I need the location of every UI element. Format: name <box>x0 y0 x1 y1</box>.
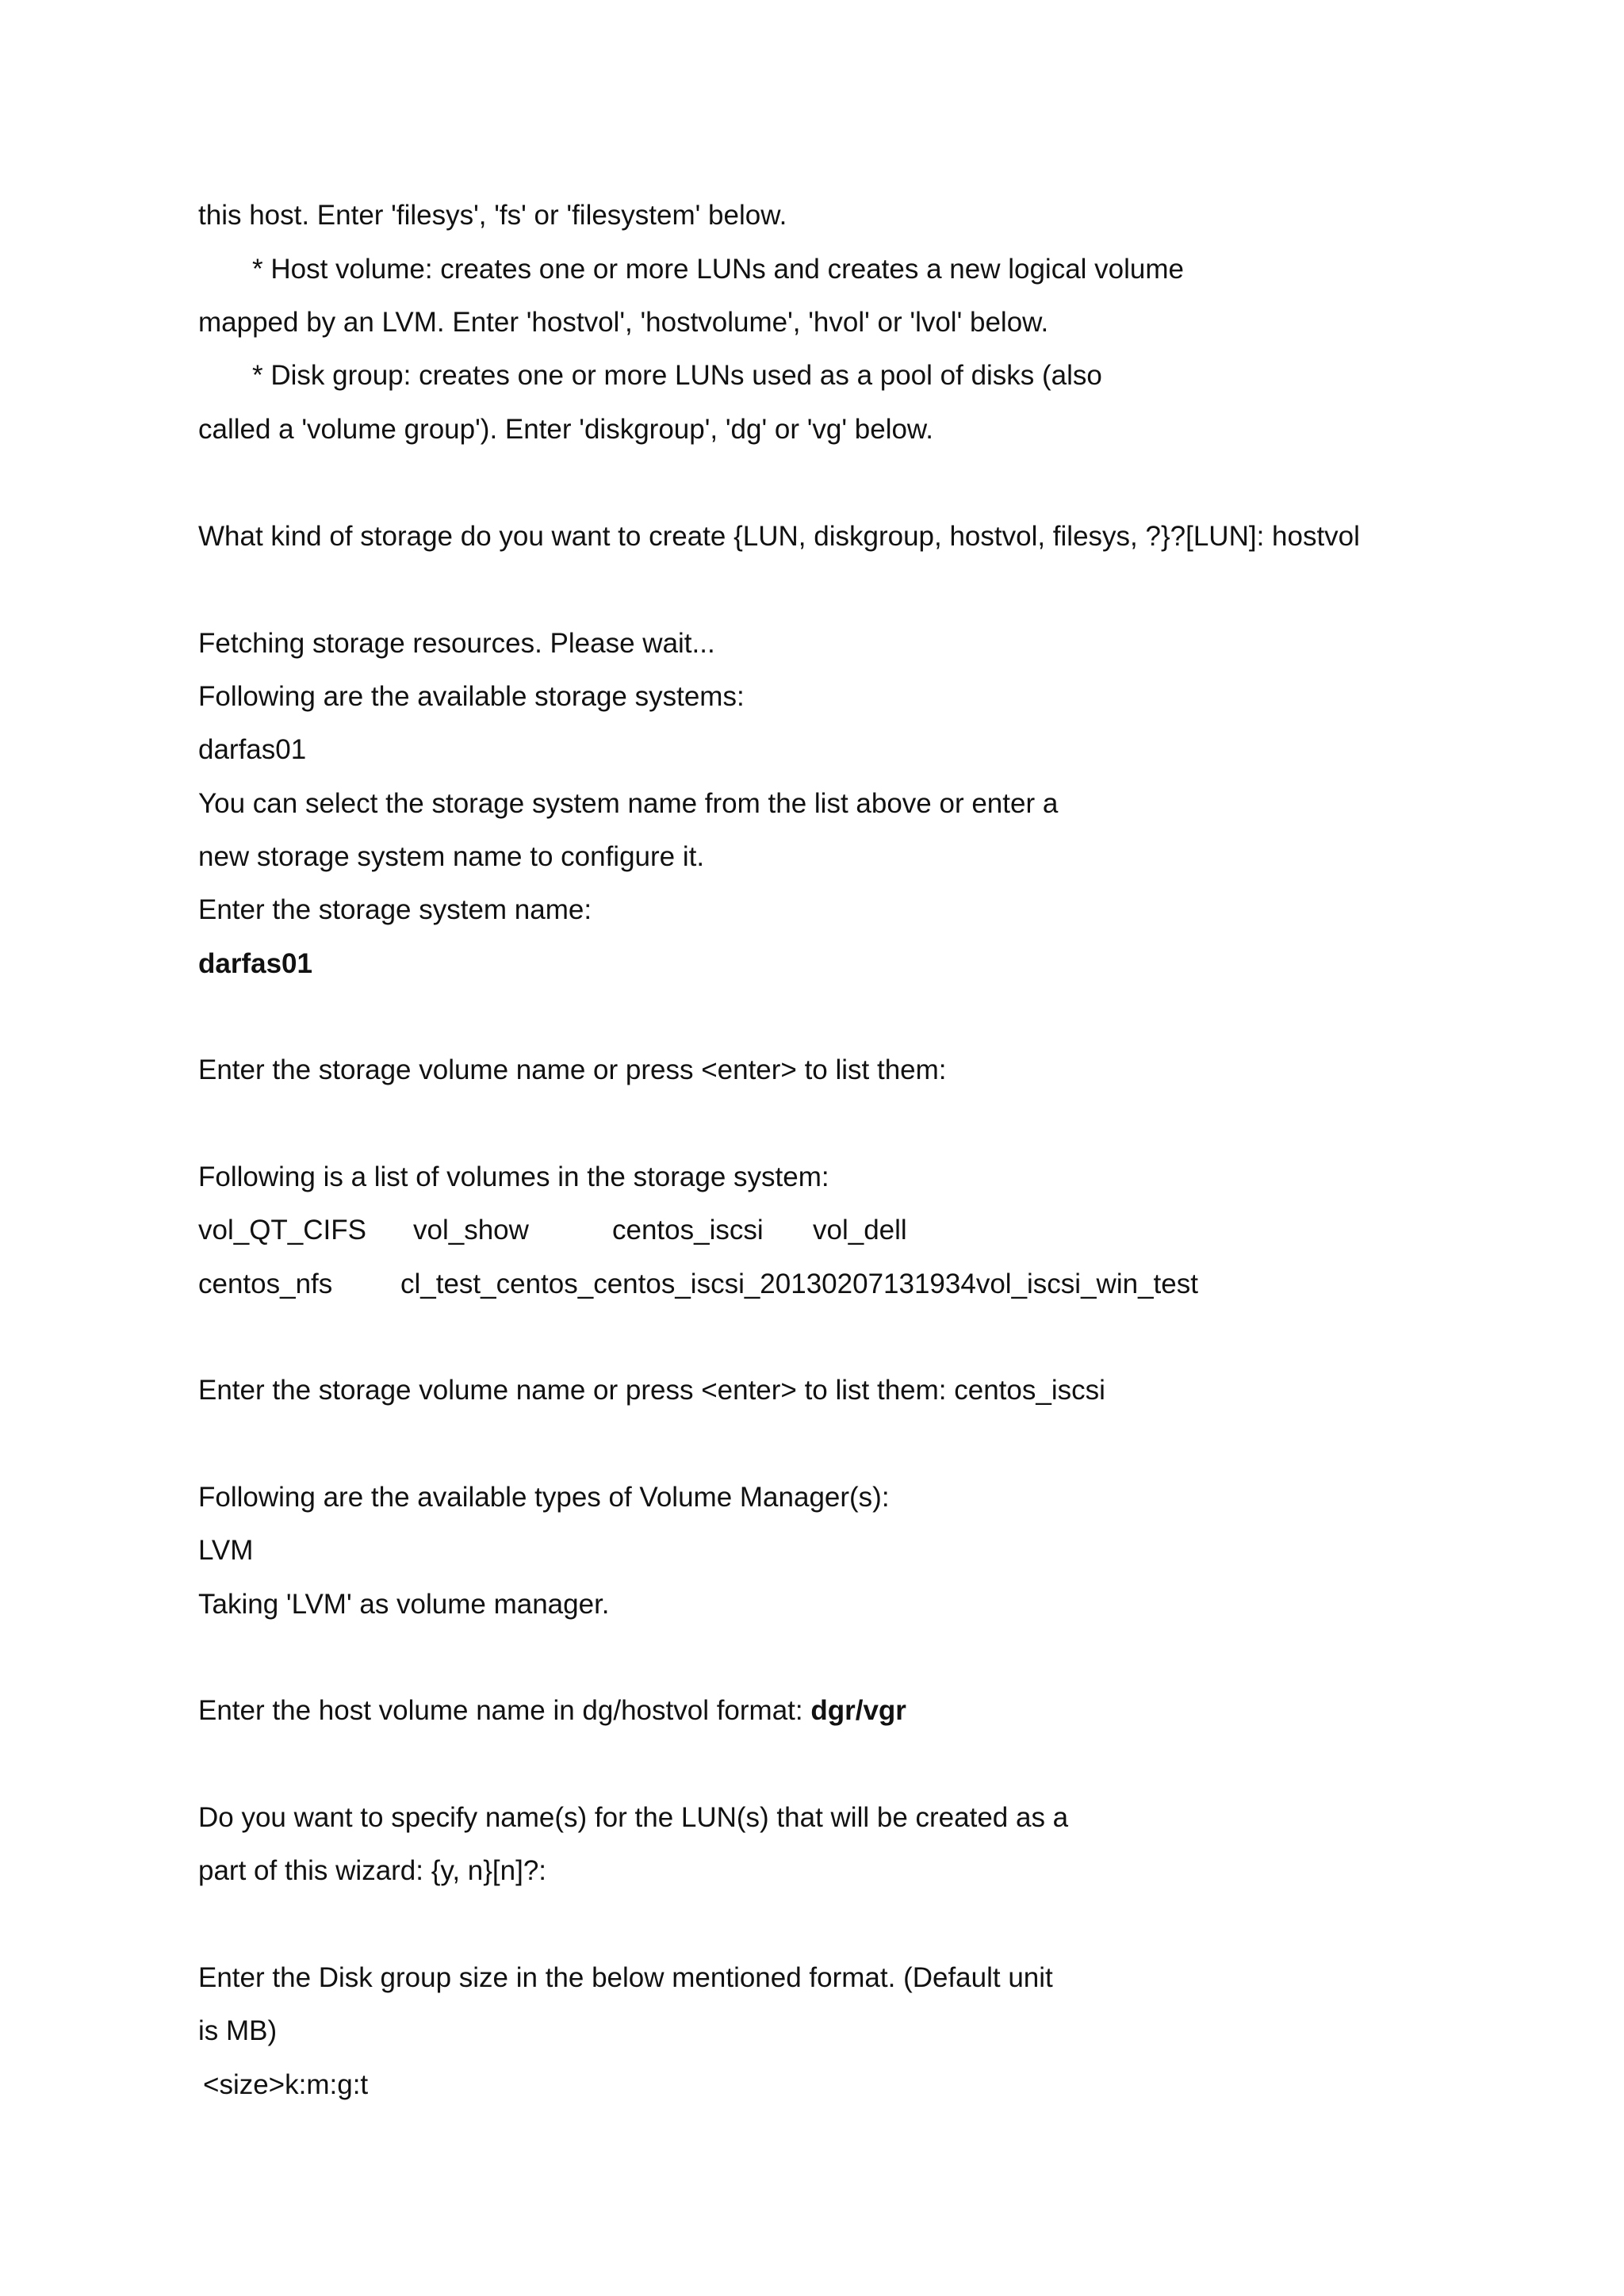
text-line: called a 'volume group'). Enter 'diskgroup', 'dg' or 'vg' below. <box>198 414 934 445</box>
volume-item: vol_QT_CIFS <box>198 1215 366 1246</box>
text-line: this host. Enter 'filesys', 'fs' or 'filesystem' below. <box>198 200 787 231</box>
text-line: Do you want to specify name(s) for the LUN(s) that will be created as a <box>198 1802 1069 1833</box>
storage-volume-prompt: Enter the storage volume name or press <enter> to list them: centos_iscsi <box>198 1375 1105 1406</box>
text-line: part of this wizard: {y, n}[n]?: <box>198 1855 547 1886</box>
text-line: Following are the available storage systems: <box>198 681 745 712</box>
text-line: * Disk group: creates one or more LUNs used as a pool of disks (also <box>252 360 1102 391</box>
text-line: Enter the storage system name: <box>198 894 592 925</box>
text-line: Taking 'LVM' as volume manager. <box>198 1589 610 1620</box>
text-line: Following is a list of volumes in the storage system: <box>198 1161 829 1192</box>
storage-system-input-value: darfas01 <box>198 948 312 979</box>
host-volume-prompt <box>198 1693 906 1728</box>
size-format: <size>k:m:g:t <box>203 2069 369 2100</box>
text-line: * Host volume: creates one or more LUNs and creates a new logical volume <box>252 254 1184 285</box>
volume-item: centos_iscsi <box>612 1215 764 1246</box>
text-line: Enter the Disk group size in the below mentioned format. (Default unit <box>198 1962 1053 1993</box>
host-volume-input-value: dgr/vgr <box>810 1695 906 1726</box>
storage-type-prompt: What kind of storage do you want to create {LUN, diskgroup, hostvol, filesys, ?}?[LUN]: hostvol <box>198 521 1360 552</box>
volume-item: vol_show <box>413 1215 529 1246</box>
text-line: mapped by an LVM. Enter 'hostvol', 'hostvolume', 'hvol' or 'lvol' below. <box>198 307 1049 338</box>
host-volume-prompt-label: Enter the host volume name in dg/hostvol format: <box>198 1695 811 1726</box>
volume-item: vol_dell <box>813 1215 907 1246</box>
text-line: Enter the storage volume name or press <enter> to list them: <box>198 1054 947 1085</box>
volume-item: centos_nfs <box>198 1269 333 1299</box>
storage-system-item: darfas01 <box>198 734 307 765</box>
volume-item: cl_test_centos_centos_iscsi_20130207131934vol_iscsi_win_test <box>400 1269 1198 1299</box>
text-line: Fetching storage resources. Please wait... <box>198 628 715 659</box>
text-line: Following are the available types of Volume Manager(s): <box>198 1482 890 1513</box>
text-line: new storage system name to configure it. <box>198 841 705 872</box>
volume-manager-item: LVM <box>198 1535 254 1566</box>
text-line: You can select the storage system name from the list above or enter a <box>198 788 1059 819</box>
text-line: is MB) <box>198 2015 278 2046</box>
